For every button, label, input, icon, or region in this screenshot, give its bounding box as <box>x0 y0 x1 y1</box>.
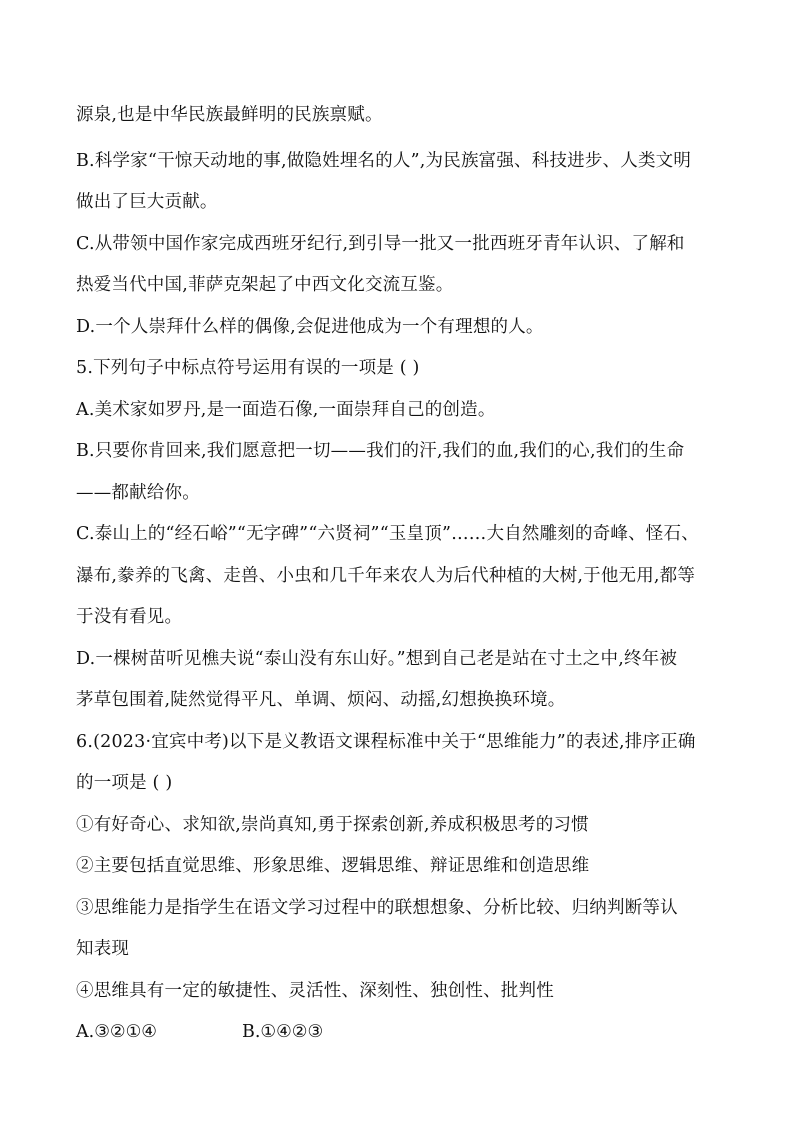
q4-option-c-line-2: 热爱当代中国,菲萨克架起了中西文化交流互鉴。 <box>76 275 454 295</box>
q6-option-a: A.③②①④ <box>76 1022 157 1042</box>
question-5-stem: 5.下列句子中标点符号运用有误的一项是 ( ) <box>76 358 420 378</box>
q4-option-d: D.一个人崇拜什么样的偶像,会促进他成为一个有理想的人。 <box>76 317 544 337</box>
q6-option-b: B.①④②③ <box>242 1022 324 1042</box>
q6-item-4: ④思维具有一定的敏捷性、灵活性、深刻性、独创性、批判性 <box>76 981 554 1001</box>
q6-item-1: ①有好奇心、求知欲,崇尚真知,勇于探索创新,养成积极思考的习惯 <box>76 815 589 835</box>
q6-item-3-line-1: ③思维能力是指学生在语文学习过程中的联想想象、分析比较、归纳判断等认 <box>76 898 678 918</box>
q6-item-3-line-2: 知表现 <box>76 939 130 959</box>
q5-option-a: A.美术家如罗丹,是一面造石像,一面崇拜自己的创造。 <box>76 400 496 420</box>
q5-option-c-line-3: 于没有看见。 <box>76 607 183 627</box>
question-6-stem-line-1: 6.(2023·宜宾中考)以下是义教语文课程标准中关于“思维能力”的表述,排序正确 <box>76 732 696 752</box>
q6-item-2: ②主要包括直觉思维、形象思维、逻辑思维、辩证思维和创造思维 <box>76 856 590 876</box>
q4-option-b-line-2: 做出了巨大贡献。 <box>76 192 218 212</box>
q5-option-b-line-2: ——都献给你。 <box>76 483 200 503</box>
q5-option-b-line-1: B.只要你肯回来,我们愿意把一切——我们的汗,我们的血,我们的心,我们的生命 <box>76 441 685 461</box>
q4-option-c-line-1: C.从带领中国作家完成西班牙纪行,到引导一批又一批西班牙青年认识、了解和 <box>76 234 685 254</box>
q5-option-d-line-1: D.一棵树苗听见樵夫说“泰山没有东山好。”想到自己老是站在寸土之中,终年被 <box>76 649 678 669</box>
question-6-stem-line-2: 的一项是 ( ) <box>76 773 173 793</box>
q5-option-d-line-2: 茅草包围着,陡然觉得平凡、单调、烦闷、动摇,幻想换换环境。 <box>76 690 566 710</box>
q5-option-c-line-2: 瀑布,豢养的飞禽、走兽、小虫和几千年来农人为后代种植的大树,于他无用,都等 <box>76 566 696 586</box>
q5-option-c-line-1: C.泰山上的“经石峪”“无字碑”“六贤祠”“玉皇顶”……大自然雕刻的奇峰、怪石、 <box>76 524 699 544</box>
q4-option-b-line-1: B.科学家“干惊天动地的事,做隐姓埋名的人”,为民族富强、科技进步、人类文明 <box>76 151 692 171</box>
text-line-continuation: 源泉,也是中华民族最鲜明的民族禀赋。 <box>76 105 383 125</box>
